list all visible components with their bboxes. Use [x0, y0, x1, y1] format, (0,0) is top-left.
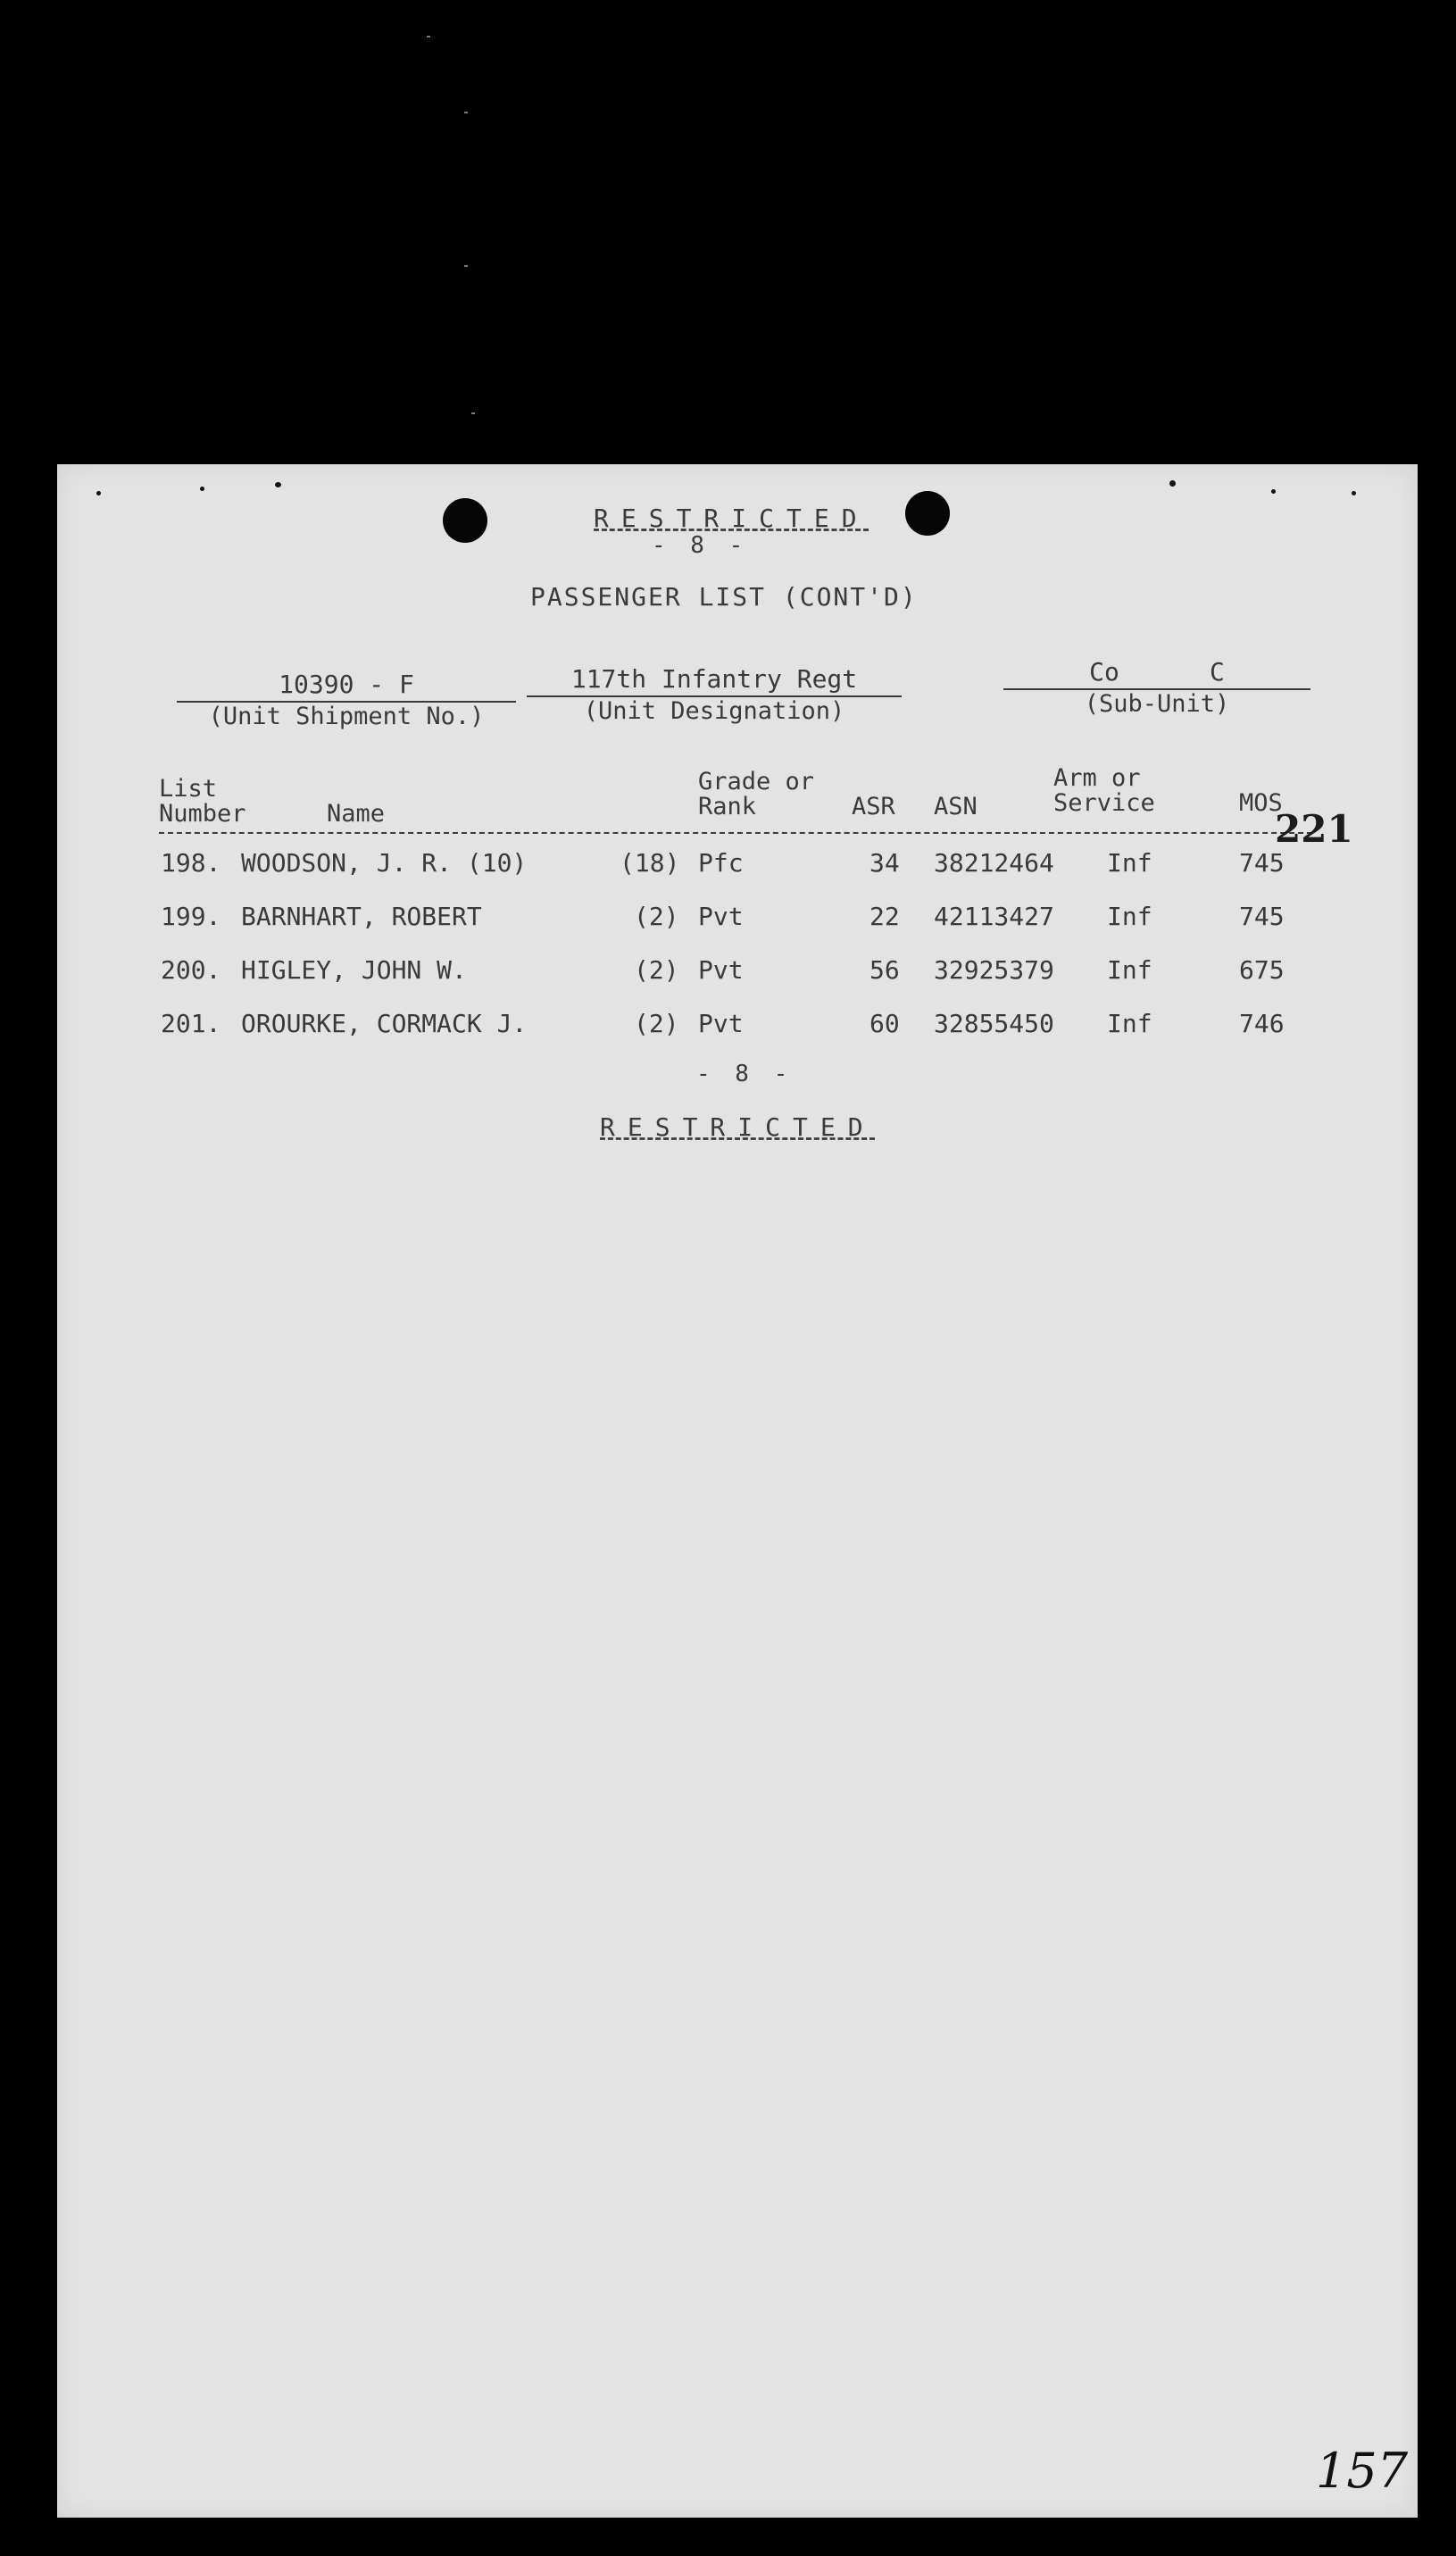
row-number: 198.: [161, 848, 221, 878]
scan-artifact: [471, 412, 475, 414]
row-mos: 745: [1239, 902, 1285, 931]
column-header-grade: Grade or Rank: [698, 768, 815, 820]
row-rank: Pfc: [698, 848, 744, 878]
header-rule: [159, 832, 1312, 834]
row-name: HIGLEY, JOHN W.: [241, 955, 467, 985]
unit-shipment-field: [177, 670, 516, 730]
row-asn: 42113427: [934, 902, 1054, 931]
row-mos: 675: [1239, 955, 1285, 985]
row-number: 201.: [161, 1009, 221, 1038]
row-arm: Inf: [1107, 955, 1152, 985]
row-arm: Inf: [1107, 848, 1152, 878]
paper-speck: [1352, 491, 1356, 495]
row-asn: 32925379: [934, 955, 1054, 985]
row-code: (2): [634, 1009, 679, 1038]
table-row: [57, 902, 1418, 937]
row-name: OROURKE, CORMACK J.: [241, 1009, 528, 1038]
sub-unit-value: Co C: [1003, 657, 1310, 690]
document-title: PASSENGER LIST (CONT'D): [530, 582, 918, 612]
row-name: BARNHART, ROBERT: [241, 902, 482, 931]
unit-designation-label: (Unit Designation): [583, 697, 845, 725]
row-number: 199.: [161, 902, 221, 931]
punch-hole-right: [905, 491, 950, 536]
table-row: [57, 955, 1418, 991]
row-arm: Inf: [1107, 902, 1152, 931]
row-rank: Pvt: [698, 955, 744, 985]
page-number-bottom: - 8 -: [696, 1061, 794, 1087]
column-header-asn: ASN: [934, 793, 978, 820]
column-header-arm: Arm or Service: [1053, 764, 1155, 817]
row-arm: Inf: [1107, 1009, 1152, 1038]
unit-designation-value: 117th Infantry Regt: [527, 664, 902, 697]
row-code: (2): [634, 902, 679, 931]
handwritten-count: 221: [1275, 807, 1353, 851]
row-asr: 22: [869, 902, 900, 931]
table-row: [57, 1009, 1418, 1045]
archive-page-number: 157: [1316, 2443, 1409, 2499]
unit-designation-field: [527, 664, 902, 725]
paper-speck: [1169, 480, 1176, 487]
row-asr: 60: [869, 1009, 900, 1038]
row-rank: Pvt: [698, 902, 744, 931]
paper-speck: [200, 487, 204, 491]
classification-bottom: RESTRICTED: [600, 1112, 876, 1142]
row-code: (2): [634, 955, 679, 985]
column-header-name: Name: [327, 800, 386, 828]
page-number-top: - 8 -: [652, 532, 749, 559]
paper-speck: [96, 491, 101, 495]
sub-unit-label: (Sub-Unit): [1084, 690, 1230, 718]
row-asr: 56: [869, 955, 900, 985]
unit-shipment-value: 10390 - F: [177, 670, 516, 703]
column-header-mos: MOS: [1239, 789, 1283, 817]
row-mos: 745: [1239, 848, 1285, 878]
row-rank: Pvt: [698, 1009, 744, 1038]
column-header-asr: ASR: [852, 793, 895, 820]
sub-unit-field: [1003, 657, 1310, 718]
row-mos: 746: [1239, 1009, 1285, 1038]
row-asn: 32855450: [934, 1009, 1054, 1038]
scan-artifact: [464, 112, 468, 113]
scan-artifact: [464, 265, 468, 267]
paper-speck: [275, 482, 281, 487]
scan-artifact: [427, 36, 430, 37]
unit-shipment-label: (Unit Shipment No.): [208, 703, 485, 730]
document-page: [57, 464, 1418, 2518]
row-number: 200.: [161, 955, 221, 985]
table-row: [57, 848, 1418, 884]
row-asn: 38212464: [934, 848, 1054, 878]
paper-speck: [1271, 489, 1276, 494]
row-asr: 34: [869, 848, 900, 878]
classification-top: RESTRICTED: [594, 504, 869, 533]
punch-hole-left: [443, 498, 487, 543]
row-name: WOODSON, J. R. (10): [241, 848, 528, 878]
row-code: (18): [620, 848, 680, 878]
column-header-list-number: List Number: [159, 775, 246, 828]
